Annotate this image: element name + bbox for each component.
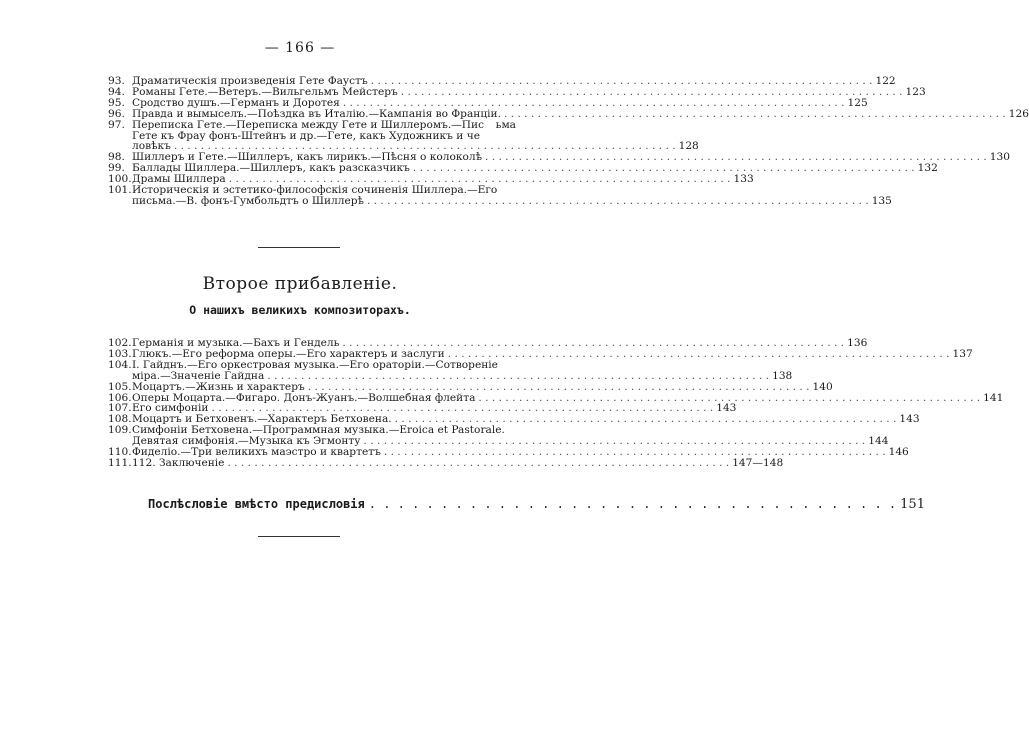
entry-page: 130 — [989, 151, 1010, 164]
entry-line — [132, 456, 784, 469]
section-subtitle: О нашихъ великихъ композиторахъ. — [189, 303, 411, 317]
toc-entry — [108, 380, 833, 393]
entry-title: Моцартъ.—Жизнь и характеръ — [132, 380, 305, 393]
entry-page: 143 — [899, 413, 920, 426]
toc-entry — [108, 107, 1029, 120]
entry-page: 136 — [847, 337, 868, 349]
entry-number: 111. — [108, 456, 132, 469]
entry-title: Романы Гете.—Ветеръ.—Вильгельмъ Мейстеръ — [132, 85, 398, 98]
entry-number: 109. — [108, 424, 132, 437]
entry-title: Фиделіо.—Три великихъ маэстро и квартетъ — [132, 446, 381, 459]
entry-page: 144 — [868, 435, 889, 448]
entry-page: 128 — [678, 140, 699, 153]
entry-title: Переписка Гете.—Переписка между Гете и Шиллеромъ.—Пис — [132, 118, 485, 131]
entry-title: Историческія и эстетико-философскія сочиненія Шиллера.—Его — [132, 184, 498, 197]
entry-number: 108. — [108, 413, 132, 426]
entry-title: Германія и музыка.—Бахъ и Гендель — [132, 337, 340, 349]
dot-leader — [504, 109, 1006, 120]
entry-title: Моцартъ и Бетховенъ.—Характеръ Бетховена. — [132, 413, 392, 426]
table-of-contents-part-2 — [108, 337, 1004, 469]
entry-title: ловѣкъ — [132, 140, 171, 153]
entry-title: І. Гайднъ.—Его оркестровая музыка.—Его ораторіи.—Сотвореніе — [132, 358, 498, 371]
entry-line — [132, 369, 793, 382]
entry-title: Гете къ Фрау фонъ-Штейнъ и др.—Гете, какъ Художникъ и че — [132, 129, 480, 142]
entry-title: Его симфоніи — [132, 402, 209, 415]
toc-entry — [108, 358, 793, 382]
entry-number: 99. — [108, 162, 125, 175]
entry-title: Баллады Шиллера.—Шиллеръ, какъ разсказчикъ — [132, 162, 410, 175]
entry-number: 96. — [108, 107, 125, 120]
entry-number: 94. — [108, 85, 125, 98]
end-divider — [258, 536, 340, 537]
entry-title: 112. Заключеніе — [132, 456, 225, 469]
entry-title: Драматическія произведенія Гете Фаустъ — [132, 75, 368, 87]
afterword-title: Послѣсловіе вмѣсто предисловія — [148, 497, 365, 511]
entry-line — [132, 194, 892, 207]
entry-page: 143 — [716, 402, 737, 415]
dot-leader — [227, 458, 729, 469]
entry-number: 104. — [108, 358, 132, 371]
dot-leader — [369, 497, 896, 511]
entry-page: 147—148 — [732, 456, 784, 469]
entry-number: 103. — [108, 347, 132, 360]
entry-page: 122 — [875, 75, 896, 87]
entry-number: 98. — [108, 151, 125, 164]
afterword-entry — [148, 497, 925, 512]
entry-page: 135 — [871, 194, 892, 207]
entry-number: 101. — [108, 184, 132, 197]
entry-page: 146 — [888, 446, 909, 459]
entry-page: 137 — [952, 347, 973, 360]
entry-title: Глюкъ.—Его реформа оперы.—Его характеръ и заслуги — [132, 347, 445, 360]
entry-line — [132, 120, 516, 131]
entry-title: Симфоніи Бетховена.—Программная музыка.—Eroica et Pastorale. — [132, 424, 505, 437]
entry-title: Девятая симфонія.—Музыка къ Эгмонту — [132, 435, 361, 448]
entry-title: Оперы Моцарта.—Фигаро. Донъ-Жуанъ.—Волшебная флейта — [132, 391, 476, 404]
entry-number: 97. — [108, 118, 125, 131]
entry-number: 105. — [108, 380, 132, 393]
entry-page: 140 — [812, 380, 833, 393]
entry-line — [132, 380, 833, 393]
toc-entry — [108, 456, 784, 469]
entry-page: 141 — [983, 391, 1004, 404]
entry-page: 123 — [905, 85, 926, 98]
entry-number: 106. — [108, 391, 132, 404]
entry-title: Драмы Шиллера — [132, 173, 226, 186]
entry-title: Правда и вымыселъ.—Поѣздка въ Италію.—Кампанія во Франціи. — [132, 107, 501, 120]
entry-page: 133 — [733, 173, 754, 186]
entry-title: Сродство душъ.—Германъ и Доротея — [132, 96, 340, 109]
afterword-page: 151 — [900, 497, 925, 512]
entry-number: 110. — [108, 446, 132, 459]
entry-page: 125 — [847, 96, 868, 109]
entry-title: письма.—В. фонъ-Гумбольдтъ о Шиллерѣ — [132, 194, 364, 207]
table-of-contents-part-1 — [108, 75, 1029, 207]
dot-leader — [267, 371, 769, 382]
section-title: Второе прибавленіе. — [202, 274, 398, 294]
toc-entry — [108, 118, 699, 153]
entry-page: ьма — [495, 118, 516, 131]
entry-title: Шиллеръ и Гете.—Шиллеръ, какъ лирикъ.—Пѣсня о колоколѣ — [132, 151, 482, 164]
entry-page: 126 — [1008, 107, 1029, 120]
section-divider — [258, 247, 340, 248]
entry-title: міра.—Значеніе Гайдна — [132, 369, 265, 382]
toc-entry — [108, 184, 892, 207]
entry-page: 132 — [917, 162, 938, 175]
entry-number: 95. — [108, 96, 125, 109]
dot-leader — [448, 349, 950, 360]
entry-line — [132, 107, 1029, 120]
entry-number: 102. — [108, 337, 132, 349]
entry-number: 100. — [108, 173, 132, 186]
dot-leader — [367, 196, 869, 207]
entry-number: 93. — [108, 75, 125, 87]
entry-page: 138 — [772, 369, 793, 382]
toc-entry — [108, 424, 889, 448]
entry-number: 107. — [108, 402, 132, 415]
page-number: — 166 — — [264, 40, 336, 56]
dot-leader — [308, 382, 810, 393]
